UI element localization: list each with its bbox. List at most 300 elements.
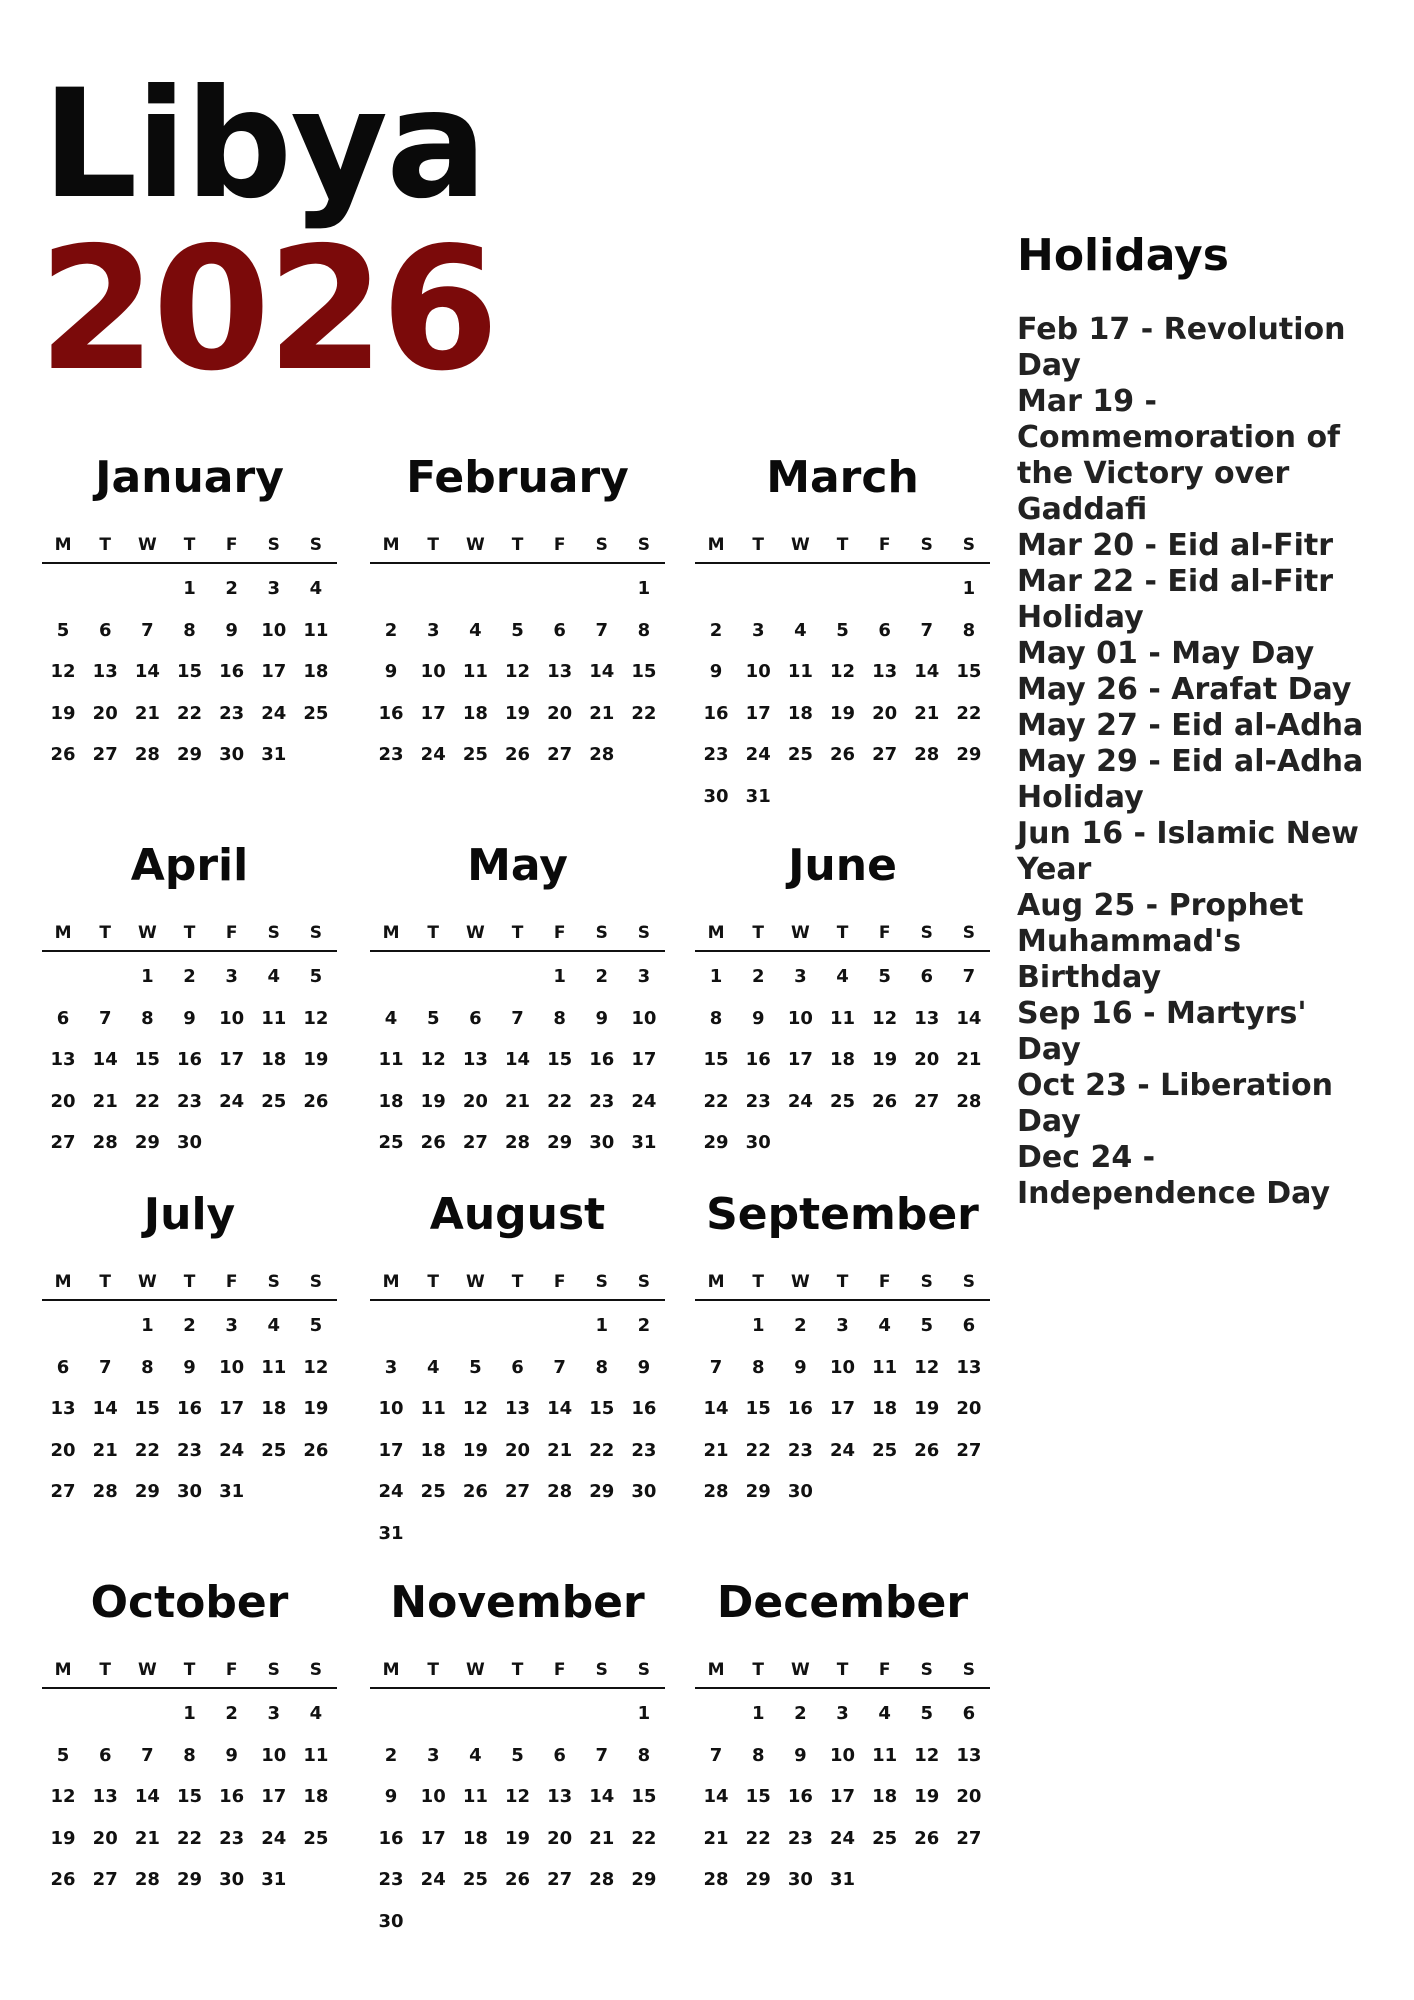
day-cell: 9 (183, 1007, 196, 1029)
day-cell: 10 (829, 1356, 856, 1378)
day-cell: 6 (56, 1007, 70, 1029)
day-cell: 1 (141, 1315, 154, 1336)
month-name: September (706, 1189, 979, 1240)
empty-cell (496, 956, 538, 998)
day-cell: 20 (92, 1827, 118, 1849)
day-cell: 3 (426, 619, 440, 641)
month-name: June (788, 840, 897, 891)
empty-cell (84, 1305, 126, 1347)
day-cell: 18 (420, 1439, 446, 1461)
empty-cell (496, 1305, 538, 1347)
day-cell: 7 (98, 1356, 112, 1378)
weekday-label: M (382, 1272, 400, 1292)
day-cell: 10 (261, 619, 287, 641)
weekday-label: S (309, 535, 323, 555)
empty-cell (695, 1693, 737, 1735)
empty-cell (42, 956, 84, 998)
weekday-label: S (962, 923, 976, 943)
day-cell: 7 (553, 1356, 566, 1378)
day-cell: 13 (547, 1786, 573, 1807)
weekday-label: M (54, 535, 72, 555)
day-cell: 12 (504, 661, 531, 682)
day-cell: 1 (751, 1315, 765, 1336)
day-cell: 30 (787, 1869, 813, 1890)
day-cell: 28 (504, 1132, 531, 1153)
day-cell: 14 (914, 661, 940, 682)
weekday-label: T (427, 1272, 440, 1292)
day-cell: 5 (469, 1356, 482, 1378)
day-cell: 16 (787, 1786, 813, 1807)
day-cell: 14 (956, 1007, 982, 1029)
day-cell: 8 (141, 1007, 154, 1029)
day-cell: 8 (709, 1007, 723, 1029)
day-cell: 3 (836, 1315, 849, 1336)
weekday-label: W (137, 923, 157, 943)
day-cell: 11 (261, 1007, 287, 1029)
weekday-header (42, 1265, 337, 1301)
holiday-item: May 29 - Eid al-Adha Holiday (1017, 744, 1364, 815)
day-cell: 12 (420, 1049, 446, 1070)
day-cell: 4 (878, 1703, 891, 1724)
days-grid (42, 564, 337, 776)
day-cell: 22 (956, 702, 982, 724)
weekday-label: T (752, 1660, 765, 1680)
holiday-item: May 26 - Arafat Day (1017, 672, 1352, 707)
day-cell: 2 (637, 1315, 651, 1336)
day-cell: 14 (703, 1398, 729, 1419)
days-grid (42, 1689, 337, 1901)
day-cell: 14 (589, 1786, 615, 1807)
day-cell: 21 (914, 702, 940, 724)
day-cell: 16 (745, 1049, 771, 1070)
day-cell: 18 (261, 1049, 287, 1070)
day-cell: 27 (914, 1090, 940, 1112)
day-cell: 6 (98, 1744, 112, 1766)
empty-cell (42, 1693, 84, 1735)
day-cell: 27 (50, 1481, 76, 1502)
weekday-label: T (99, 923, 112, 943)
day-cell: 19 (50, 1827, 76, 1849)
day-cell: 1 (709, 966, 723, 987)
day-cell: 29 (134, 1481, 160, 1502)
day-cell: 10 (420, 1786, 446, 1807)
day-cell: 14 (589, 661, 615, 682)
day-cell: 6 (553, 1744, 566, 1766)
day-cell: 3 (225, 966, 238, 987)
day-cell: 23 (589, 1090, 615, 1112)
day-cell: 24 (829, 1827, 856, 1849)
month-june (695, 838, 990, 1164)
day-cell: 2 (384, 1744, 398, 1766)
day-cell: 15 (134, 1398, 160, 1419)
weekday-label: S (267, 535, 280, 555)
day-cell: 19 (462, 1439, 488, 1461)
day-cell: 13 (92, 1786, 118, 1807)
empty-cell (454, 956, 496, 998)
weekday-label: T (427, 923, 440, 943)
day-cell: 16 (378, 702, 404, 724)
day-cell: 22 (745, 1439, 771, 1461)
day-cell: 19 (303, 1049, 329, 1070)
month-august (370, 1187, 665, 1554)
weekday-label: S (637, 1272, 651, 1292)
weekday-label: S (595, 535, 608, 555)
weekday-label: T (511, 923, 524, 943)
holiday-item: May 01 - May Day (1017, 636, 1315, 671)
day-cell: 16 (219, 1786, 245, 1807)
day-cell: 9 (751, 1007, 765, 1029)
day-cell: 3 (751, 619, 765, 641)
holiday-item: Oct 23 - Liberation Day (1017, 1068, 1334, 1139)
day-cell: 19 (50, 702, 76, 724)
day-cell: 20 (547, 1827, 573, 1849)
weekday-label: M (54, 1660, 72, 1680)
day-cell: 6 (962, 1703, 976, 1724)
days-grid (695, 1689, 990, 1901)
day-cell: 12 (872, 1007, 898, 1029)
day-cell: 14 (547, 1398, 573, 1419)
day-cell: 2 (183, 1315, 196, 1336)
day-cell: 23 (378, 1869, 404, 1890)
day-cell: 11 (462, 661, 488, 682)
weekday-label: S (309, 1660, 323, 1680)
weekday-label: S (309, 1272, 323, 1292)
day-cell: 1 (183, 578, 196, 599)
weekday-label: M (707, 923, 725, 943)
day-cell: 30 (176, 1481, 203, 1502)
weekday-label: W (137, 1272, 157, 1292)
day-cell: 26 (50, 1869, 76, 1890)
day-cell: 5 (836, 619, 849, 641)
weekday-header (370, 1653, 665, 1689)
month-february (370, 450, 665, 776)
day-cell: 30 (378, 1910, 404, 1932)
weekday-label: S (267, 1660, 280, 1680)
day-cell: 22 (176, 702, 203, 724)
day-cell: 1 (183, 1703, 196, 1724)
holiday-item: Sep 16 - Martyrs' Day (1017, 996, 1307, 1067)
day-cell: 7 (962, 966, 976, 987)
empty-cell (581, 568, 623, 610)
day-cell: 27 (504, 1481, 531, 1502)
day-cell: 20 (914, 1049, 940, 1070)
day-cell: 27 (956, 1827, 982, 1849)
weekday-label: T (99, 535, 112, 555)
day-cell: 24 (261, 1827, 287, 1849)
weekday-label: T (183, 923, 196, 943)
month-april (42, 838, 337, 1164)
day-cell: 15 (547, 1049, 573, 1070)
day-cell: 10 (829, 1744, 856, 1766)
weekday-label: F (225, 535, 238, 555)
day-cell: 13 (504, 1398, 531, 1419)
weekday-label: F (878, 535, 891, 555)
day-cell: 28 (914, 744, 940, 765)
day-cell: 21 (92, 1439, 118, 1461)
weekday-label: F (553, 923, 566, 943)
day-cell: 24 (420, 744, 446, 765)
day-cell: 13 (50, 1398, 76, 1419)
weekday-label: M (707, 1272, 725, 1292)
day-cell: 21 (92, 1090, 118, 1112)
day-cell: 24 (219, 1090, 245, 1112)
day-cell: 13 (50, 1049, 76, 1070)
day-cell: 1 (637, 1703, 651, 1724)
day-cell: 29 (703, 1132, 729, 1153)
day-cell: 8 (141, 1356, 154, 1378)
day-cell: 28 (956, 1090, 982, 1112)
month-name: February (406, 452, 629, 503)
day-cell: 28 (589, 744, 615, 765)
day-cell: 18 (303, 661, 329, 682)
empty-cell (581, 1693, 623, 1735)
day-cell: 6 (920, 966, 934, 987)
day-cell: 10 (219, 1007, 245, 1029)
day-cell: 17 (219, 1398, 245, 1419)
day-cell: 16 (631, 1398, 657, 1419)
month-july (42, 1187, 337, 1513)
empty-cell (496, 1693, 538, 1735)
day-cell: 6 (98, 619, 112, 641)
weekday-label: S (595, 923, 608, 943)
day-cell: 26 (303, 1090, 329, 1112)
weekday-label: S (595, 1272, 608, 1292)
day-cell: 14 (134, 661, 160, 682)
day-cell: 7 (595, 619, 609, 641)
day-cell: 31 (378, 1522, 404, 1544)
day-cell: 21 (956, 1049, 982, 1070)
day-cell: 3 (384, 1356, 398, 1378)
day-cell: 13 (92, 661, 118, 682)
day-cell: 23 (787, 1439, 813, 1461)
day-cell: 5 (511, 619, 524, 641)
day-cell: 23 (703, 744, 729, 765)
day-cell: 23 (176, 1090, 203, 1112)
empty-cell (42, 1305, 84, 1347)
day-cell: 13 (462, 1049, 488, 1070)
empty-cell (454, 1305, 496, 1347)
month-may (370, 838, 665, 1164)
day-cell: 7 (920, 619, 934, 641)
empty-cell (370, 568, 412, 610)
day-cell: 1 (141, 966, 154, 987)
holidays-list (1017, 312, 1377, 1212)
holidays-heading: Holidays (1017, 230, 1229, 281)
day-cell: 22 (631, 702, 657, 724)
day-cell: 17 (219, 1049, 245, 1070)
empty-cell (126, 568, 168, 610)
weekday-label: M (382, 1660, 400, 1680)
day-cell: 3 (637, 966, 651, 987)
day-cell: 19 (303, 1398, 329, 1419)
day-cell: 16 (589, 1049, 615, 1070)
day-cell: 10 (787, 1007, 813, 1029)
day-cell: 2 (751, 966, 765, 987)
weekday-label: W (465, 535, 485, 555)
day-cell: 15 (745, 1398, 771, 1419)
day-cell: 16 (219, 661, 245, 682)
day-cell: 17 (378, 1439, 404, 1461)
day-cell: 7 (709, 1356, 723, 1378)
day-cell: 17 (420, 702, 446, 724)
weekday-label: T (183, 1272, 196, 1292)
day-cell: 6 (878, 619, 891, 641)
weekday-label: T (836, 923, 849, 943)
day-cell: 12 (914, 1356, 940, 1378)
day-cell: 22 (134, 1090, 160, 1112)
day-cell: 18 (303, 1786, 329, 1807)
day-cell: 19 (829, 702, 856, 724)
day-cell: 12 (462, 1398, 488, 1419)
day-cell: 1 (751, 1703, 765, 1724)
day-cell: 21 (547, 1439, 573, 1461)
day-cell: 15 (745, 1786, 771, 1807)
day-cell: 15 (134, 1049, 160, 1070)
day-cell: 30 (589, 1132, 615, 1153)
day-cell: 23 (631, 1439, 657, 1461)
day-cell: 8 (637, 619, 651, 641)
day-cell: 29 (745, 1869, 771, 1890)
empty-cell (454, 1693, 496, 1735)
day-cell: 19 (914, 1786, 940, 1807)
holiday-item: May 27 - Eid al-Adha (1017, 708, 1364, 743)
day-cell: 6 (962, 1315, 976, 1336)
day-cell: 5 (920, 1703, 934, 1724)
day-cell: 26 (914, 1827, 940, 1849)
day-cell: 25 (303, 702, 329, 724)
weekday-header (370, 528, 665, 564)
day-cell: 29 (547, 1132, 573, 1153)
day-cell: 22 (589, 1439, 615, 1461)
weekday-header (695, 916, 990, 952)
day-cell: 20 (50, 1439, 76, 1461)
weekday-label: W (790, 1660, 810, 1680)
weekday-header (42, 528, 337, 564)
weekday-label: W (465, 1272, 485, 1292)
weekday-label: S (595, 1660, 608, 1680)
day-cell: 17 (829, 1398, 856, 1419)
weekday-label: F (878, 923, 891, 943)
empty-cell (370, 1305, 412, 1347)
day-cell: 14 (504, 1049, 531, 1070)
empty-cell (370, 956, 412, 998)
day-cell: 22 (631, 1827, 657, 1849)
day-cell: 2 (225, 578, 238, 599)
day-cell: 2 (794, 1315, 807, 1336)
day-cell: 29 (176, 1869, 203, 1890)
day-cell: 16 (378, 1827, 404, 1849)
day-cell: 26 (504, 1869, 531, 1890)
month-name: December (716, 1577, 969, 1628)
day-cell: 25 (872, 1439, 898, 1461)
day-cell: 13 (547, 661, 573, 682)
day-cell: 26 (914, 1439, 940, 1461)
days-grid (695, 564, 990, 817)
day-cell: 11 (378, 1049, 404, 1070)
weekday-label: S (637, 923, 651, 943)
day-cell: 24 (787, 1090, 813, 1112)
day-cell: 13 (914, 1007, 940, 1029)
days-grid (370, 1301, 665, 1554)
day-cell: 26 (462, 1481, 488, 1502)
month-september (695, 1187, 990, 1513)
day-cell: 25 (261, 1090, 287, 1112)
weekday-label: F (553, 1272, 566, 1292)
weekday-label: S (920, 1660, 933, 1680)
day-cell: 11 (420, 1398, 446, 1419)
day-cell: 2 (183, 966, 196, 987)
day-cell: 13 (956, 1356, 982, 1378)
day-cell: 27 (92, 744, 118, 765)
day-cell: 30 (787, 1481, 813, 1502)
month-name: August (429, 1189, 606, 1240)
empty-cell (496, 568, 538, 610)
year-title: 2026 (38, 211, 496, 409)
day-cell: 30 (631, 1481, 657, 1502)
day-cell: 9 (384, 1786, 398, 1807)
weekday-label: S (637, 1660, 651, 1680)
day-cell: 7 (98, 1007, 112, 1029)
day-cell: 11 (261, 1356, 287, 1378)
month-january (42, 450, 337, 776)
day-cell: 30 (745, 1132, 771, 1153)
weekday-label: S (962, 1660, 976, 1680)
weekday-label: T (836, 535, 849, 555)
weekday-label: T (427, 1660, 440, 1680)
day-cell: 25 (261, 1439, 287, 1461)
weekday-label: M (707, 1660, 725, 1680)
day-cell: 29 (589, 1481, 615, 1502)
empty-cell (370, 1693, 412, 1735)
day-cell: 11 (872, 1744, 898, 1766)
day-cell: 10 (420, 661, 446, 682)
weekday-header (370, 1265, 665, 1301)
holiday-item: Feb 17 - Revolution Day (1017, 312, 1346, 383)
day-cell: 15 (176, 1786, 203, 1807)
weekday-label: T (752, 535, 765, 555)
weekday-label: T (752, 923, 765, 943)
day-cell: 9 (794, 1744, 807, 1766)
empty-cell (412, 956, 454, 998)
weekday-label: S (920, 535, 933, 555)
weekday-label: F (553, 535, 566, 555)
day-cell: 8 (637, 1744, 651, 1766)
weekday-label: T (99, 1660, 112, 1680)
day-cell: 8 (751, 1744, 765, 1766)
day-cell: 7 (511, 1007, 524, 1029)
day-cell: 9 (709, 661, 723, 682)
day-cell: 16 (787, 1398, 813, 1419)
day-cell: 26 (504, 744, 531, 765)
day-cell: 22 (745, 1827, 771, 1849)
day-cell: 4 (309, 1703, 323, 1724)
weekday-label: S (637, 535, 651, 555)
day-cell: 20 (504, 1439, 531, 1461)
weekday-label: T (836, 1660, 849, 1680)
day-cell: 8 (595, 1356, 609, 1378)
day-cell: 9 (225, 619, 238, 641)
day-cell: 29 (745, 1481, 771, 1502)
month-name: November (390, 1577, 645, 1628)
day-cell: 20 (92, 702, 118, 724)
day-cell: 8 (183, 1744, 196, 1766)
weekday-header (42, 916, 337, 952)
day-cell: 3 (225, 1315, 238, 1336)
day-cell: 16 (176, 1398, 203, 1419)
day-cell: 15 (703, 1049, 729, 1070)
day-cell: 26 (420, 1132, 446, 1153)
day-cell: 8 (962, 619, 976, 641)
